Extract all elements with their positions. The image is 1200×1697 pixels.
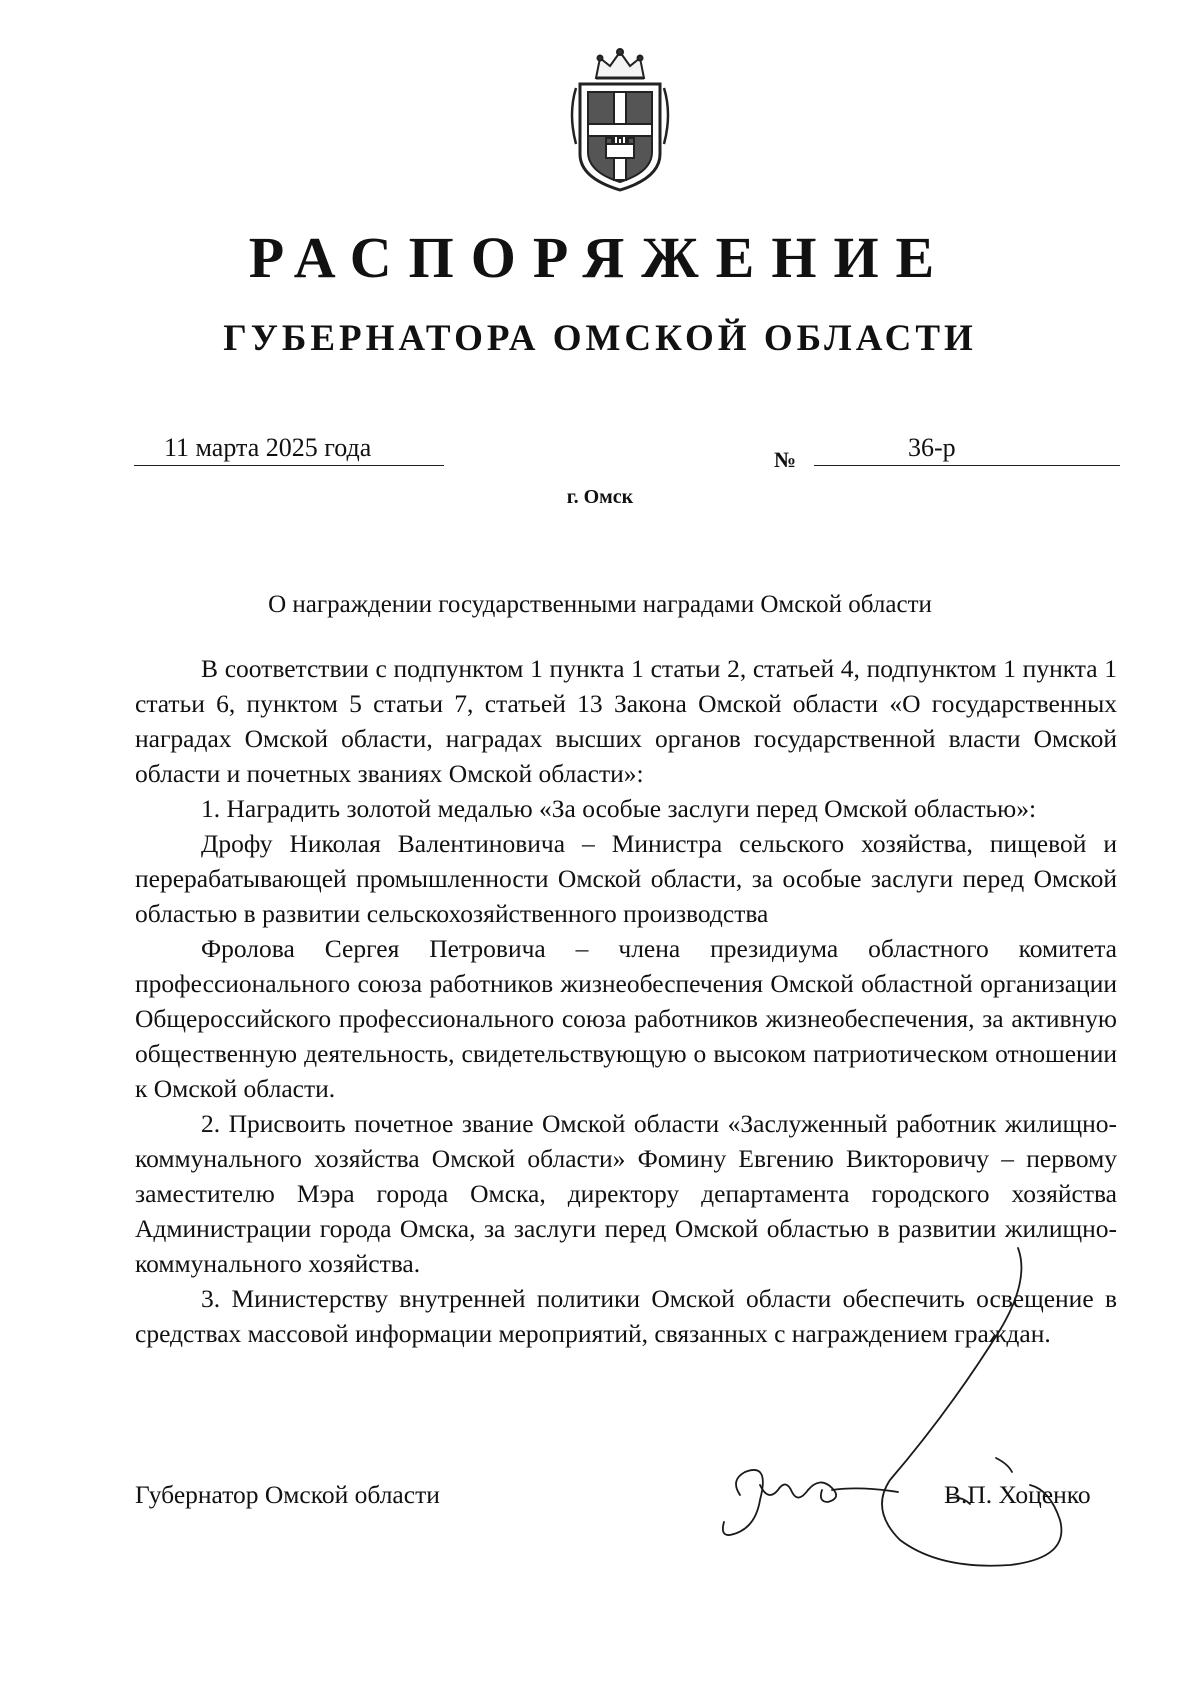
document-subtitle: ГУБЕРНАТОРА ОМСКОЙ ОБЛАСТИ: [223, 318, 977, 359]
signer-title: Губернатор Омской области: [135, 1480, 440, 1509]
body-paragraph: 1. Наградить золотой медалью «За особые заслуги перед Омской областью»:: [201, 794, 1037, 823]
document-title: РАСПОРЯЖЕНИЕ: [248, 225, 952, 290]
document-number: 36-р: [814, 431, 1120, 466]
handwritten-signature: [700, 1240, 1120, 1590]
body-paragraph: В соответствии с подпунктом 1 пункта 1 статьи 2, статьей 4, подпунктом 1 пункта 1 статьи 6, пунктом 5 статьи 7, статьей 13 Закона Омской области «О государственных наградах Омской области, наградах высших органов государственной власти Омской области и почетных званиях Омской области»:: [135, 654, 1117, 788]
signer-name: В.П. Хоценко: [944, 1480, 1091, 1509]
coat-of-arms-emblem: [566, 44, 674, 194]
document-city: г. Омск: [566, 486, 634, 508]
body-paragraph: 3. Министерству внутренней политики Омской области обеспечить освещение в средствах массовой информации мероприятий, связанных с награждением граждан.: [135, 1284, 1117, 1348]
document-number-label: №: [774, 447, 797, 472]
body-paragraph: Фролова Сергея Петровича – члена президиума областного комитета профессионального союза работников жизнеобеспечения Омской областной организации Общероссийского профессионального союза работников жизнеобеспечения, за активную общественную деятельность, свидетельствующую о высоком патриотическом отношении к Омской области.: [135, 934, 1117, 1103]
document-date: 11 марта 2025 года: [134, 431, 444, 466]
body-paragraph: 2. Присвоить почетное звание Омской области «Заслуженный работник жилищно-коммунального хозяйства Омской области» Фомину Евгению Викторовичу – первому заместителю Мэра города Омска, директору департамента городского хозяйства Администрации города Омска, за заслуги перед Омской областью в развитии жилищно-коммунального хозяйства.: [135, 1109, 1117, 1278]
body-paragraph: Дрофу Николая Валентиновича – Министра сельского хозяйства, пищевой и перерабатывающей промышленности Омской области, за особые заслуги перед Омской областью в развитии сельскохозяйственного производства: [135, 829, 1117, 928]
document-subject: О награждении государственными наградами Омской области: [268, 591, 932, 618]
